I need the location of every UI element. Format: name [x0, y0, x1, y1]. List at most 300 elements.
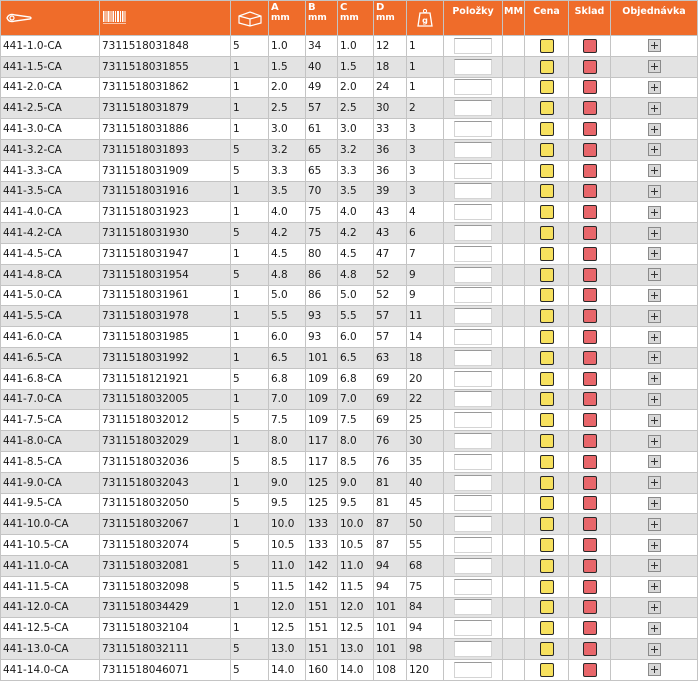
header-d: D mm: [374, 1, 407, 36]
price-cell: [525, 306, 569, 327]
wrench-icon: [5, 11, 33, 25]
quantity-input[interactable]: [454, 38, 492, 54]
weight-cell: 9: [407, 264, 444, 285]
dim-a-cell: 10.0: [269, 514, 306, 535]
dim-d-cell: 101: [374, 618, 407, 639]
price-cell: [525, 618, 569, 639]
qty-cell: [444, 264, 503, 285]
price-icon[interactable]: [540, 517, 554, 531]
stock-icon[interactable]: [583, 580, 597, 594]
stock-icon[interactable]: [583, 434, 597, 448]
add-to-cart-icon[interactable]: [648, 81, 661, 94]
quantity-input[interactable]: [454, 163, 492, 179]
price-icon[interactable]: [540, 184, 554, 198]
ean-cell: 7311518032098: [100, 576, 231, 597]
dim-d-cell: 47: [374, 243, 407, 264]
quantity-input[interactable]: [454, 454, 492, 470]
price-icon[interactable]: [540, 434, 554, 448]
table-row: [1, 285, 698, 306]
price-cell: [525, 639, 569, 660]
price-icon[interactable]: [540, 39, 554, 53]
qty-cell: [444, 160, 503, 181]
stock-icon[interactable]: [583, 39, 597, 53]
add-to-cart-icon[interactable]: [648, 580, 661, 593]
price-icon[interactable]: [540, 372, 554, 386]
quantity-input[interactable]: [454, 267, 492, 283]
order-cell: [611, 389, 698, 410]
add-to-cart-icon[interactable]: [648, 435, 661, 448]
pack-cell: 5: [231, 659, 269, 680]
price-icon[interactable]: [540, 309, 554, 323]
price-icon[interactable]: [540, 580, 554, 594]
add-to-cart-icon[interactable]: [648, 601, 661, 614]
quantity-input[interactable]: [454, 599, 492, 615]
stock-cell: [569, 389, 611, 410]
qty-cell: [444, 535, 503, 556]
qty-cell: [444, 181, 503, 202]
qty-cell: [444, 327, 503, 348]
dim-c-cell: 7.5: [338, 410, 374, 431]
dim-d-cell: 57: [374, 327, 407, 348]
price-cell: [525, 202, 569, 223]
dim-a-cell: 6.8: [269, 368, 306, 389]
dim-c-cell: 8.0: [338, 431, 374, 452]
ean-cell: 7311518032067: [100, 514, 231, 535]
stock-icon[interactable]: [583, 205, 597, 219]
price-cell: [525, 514, 569, 535]
dim-a-cell: 1.5: [269, 56, 306, 77]
stock-cell: [569, 368, 611, 389]
ean-cell: 7311518032050: [100, 493, 231, 514]
weight-cell: 1: [407, 77, 444, 98]
quantity-input[interactable]: [454, 371, 492, 387]
stock-icon[interactable]: [583, 143, 597, 157]
add-to-cart-icon[interactable]: [648, 351, 661, 364]
mm-cell: [503, 181, 525, 202]
price-icon[interactable]: [540, 268, 554, 282]
quantity-input[interactable]: [454, 183, 492, 199]
price-cell: [525, 285, 569, 306]
weight-cell: 20: [407, 368, 444, 389]
quantity-input[interactable]: [454, 121, 492, 137]
add-to-cart-icon[interactable]: [648, 143, 661, 156]
pack-cell: 5: [231, 36, 269, 57]
dim-a-cell: 14.0: [269, 659, 306, 680]
price-icon[interactable]: [540, 101, 554, 115]
price-cell: [525, 223, 569, 244]
dim-c-cell: 12.0: [338, 597, 374, 618]
price-cell: [525, 77, 569, 98]
price-icon[interactable]: [540, 351, 554, 365]
qty-cell: [444, 618, 503, 639]
qty-cell: [444, 514, 503, 535]
table-row: [1, 327, 698, 348]
price-icon[interactable]: [540, 226, 554, 240]
add-to-cart-icon[interactable]: [648, 227, 661, 240]
quantity-input[interactable]: [454, 79, 492, 95]
weight-cell: 3: [407, 160, 444, 181]
price-cell: [525, 493, 569, 514]
qty-cell: [444, 368, 503, 389]
quantity-input[interactable]: [454, 620, 492, 636]
stock-icon[interactable]: [583, 476, 597, 490]
quantity-input[interactable]: [454, 59, 492, 75]
add-to-cart-icon[interactable]: [648, 559, 661, 572]
table-row: [1, 493, 698, 514]
dim-d-cell: 94: [374, 555, 407, 576]
dim-d-cell: 76: [374, 431, 407, 452]
pack-cell: 1: [231, 389, 269, 410]
stock-icon[interactable]: [583, 351, 597, 365]
add-to-cart-icon[interactable]: [648, 39, 661, 52]
article-cell: 441-3.3-CA: [1, 160, 100, 181]
dim-a-cell: 6.0: [269, 327, 306, 348]
quantity-input[interactable]: [454, 433, 492, 449]
quantity-input[interactable]: [454, 558, 492, 574]
dim-d-cell: 43: [374, 202, 407, 223]
dim-d-cell: 76: [374, 451, 407, 472]
dim-a-cell: 13.0: [269, 639, 306, 660]
article-cell: 441-3.2-CA: [1, 139, 100, 160]
add-to-cart-icon[interactable]: [648, 414, 661, 427]
unit-label: mm: [340, 13, 359, 23]
header-article: [1, 1, 100, 36]
dim-b-cell: 142: [306, 576, 338, 597]
mm-cell: [503, 618, 525, 639]
weight-cell: 2: [407, 98, 444, 119]
mm-cell: [503, 306, 525, 327]
table-row: [1, 368, 698, 389]
dim-a-cell: 10.5: [269, 535, 306, 556]
dim-b-cell: 133: [306, 514, 338, 535]
header-mm: MM: [503, 1, 525, 36]
dim-a-cell: 7.5: [269, 410, 306, 431]
article-cell: 441-14.0-CA: [1, 659, 100, 680]
stock-cell: [569, 243, 611, 264]
stock-icon[interactable]: [583, 496, 597, 510]
mm-cell: [503, 639, 525, 660]
order-cell: [611, 285, 698, 306]
mm-cell: [503, 56, 525, 77]
dim-a-cell: 7.0: [269, 389, 306, 410]
stock-icon[interactable]: [583, 559, 597, 573]
weight-cell: 94: [407, 618, 444, 639]
dim-a-cell: 11.0: [269, 555, 306, 576]
dim-a-cell: 3.0: [269, 119, 306, 140]
quantity-input[interactable]: [454, 495, 492, 511]
mm-cell: [503, 160, 525, 181]
price-cell: [525, 119, 569, 140]
dim-d-cell: 101: [374, 597, 407, 618]
price-icon[interactable]: [540, 330, 554, 344]
mm-cell: [503, 285, 525, 306]
stock-icon[interactable]: [583, 642, 597, 656]
stock-icon[interactable]: [583, 184, 597, 198]
dim-d-cell: 101: [374, 639, 407, 660]
mm-cell: [503, 36, 525, 57]
add-to-cart-icon[interactable]: [648, 331, 661, 344]
weight-unit-label: g: [422, 16, 428, 25]
article-cell: 441-6.8-CA: [1, 368, 100, 389]
article-cell: 441-4.0-CA: [1, 202, 100, 223]
order-cell: [611, 472, 698, 493]
ean-cell: 7311518032081: [100, 555, 231, 576]
dim-c-cell: 9.0: [338, 472, 374, 493]
dim-c-cell: 5.0: [338, 285, 374, 306]
price-icon[interactable]: [540, 621, 554, 635]
price-icon[interactable]: [540, 600, 554, 614]
dim-d-cell: 30: [374, 98, 407, 119]
dim-a-cell: 1.0: [269, 36, 306, 57]
dim-c-cell: 6.5: [338, 347, 374, 368]
dim-a-cell: 4.5: [269, 243, 306, 264]
mm-cell: [503, 597, 525, 618]
mm-cell: [503, 535, 525, 556]
quantity-input[interactable]: [454, 225, 492, 241]
dim-b-cell: 160: [306, 659, 338, 680]
stock-icon[interactable]: [583, 122, 597, 136]
order-cell: [611, 202, 698, 223]
stock-icon[interactable]: [583, 600, 597, 614]
add-to-cart-icon[interactable]: [648, 539, 661, 552]
quantity-input[interactable]: [454, 350, 492, 366]
add-to-cart-icon[interactable]: [648, 310, 661, 323]
price-icon[interactable]: [540, 476, 554, 490]
price-cell: [525, 597, 569, 618]
ean-cell: 7311518046071: [100, 659, 231, 680]
add-to-cart-icon[interactable]: [648, 518, 661, 531]
header-ean: [100, 1, 231, 36]
stock-icon[interactable]: [583, 413, 597, 427]
table-row: [1, 119, 698, 140]
price-icon[interactable]: [540, 205, 554, 219]
price-icon[interactable]: [540, 642, 554, 656]
weight-cell: 3: [407, 119, 444, 140]
ean-cell: 7311518031886: [100, 119, 231, 140]
add-to-cart-icon[interactable]: [648, 164, 661, 177]
article-cell: 441-6.5-CA: [1, 347, 100, 368]
stock-cell: [569, 306, 611, 327]
weight-cell: 1: [407, 36, 444, 57]
add-to-cart-icon[interactable]: [648, 185, 661, 198]
add-to-cart-icon[interactable]: [648, 289, 661, 302]
mm-cell: [503, 410, 525, 431]
order-cell: [611, 160, 698, 181]
qty-cell: [444, 202, 503, 223]
weight-cell: 68: [407, 555, 444, 576]
add-to-cart-icon[interactable]: [648, 476, 661, 489]
price-cell: [525, 181, 569, 202]
dim-b-cell: 65: [306, 160, 338, 181]
dim-a-cell: 2.5: [269, 98, 306, 119]
ean-cell: 7311518031954: [100, 264, 231, 285]
qty-cell: [444, 493, 503, 514]
add-to-cart-icon[interactable]: [648, 643, 661, 656]
stock-icon[interactable]: [583, 164, 597, 178]
quantity-input[interactable]: [454, 329, 492, 345]
quantity-input[interactable]: [454, 579, 492, 595]
stock-icon[interactable]: [583, 226, 597, 240]
stock-icon[interactable]: [583, 538, 597, 552]
dim-a-cell: 9.5: [269, 493, 306, 514]
qty-cell: [444, 576, 503, 597]
mm-cell: [503, 493, 525, 514]
qty-cell: [444, 597, 503, 618]
dim-d-cell: 43: [374, 223, 407, 244]
weight-cell: 30: [407, 431, 444, 452]
table-row: [1, 514, 698, 535]
table-row: [1, 555, 698, 576]
stock-icon[interactable]: [583, 80, 597, 94]
add-to-cart-icon[interactable]: [648, 206, 661, 219]
qty-cell: [444, 98, 503, 119]
dim-a-cell: 4.8: [269, 264, 306, 285]
quantity-input[interactable]: [454, 287, 492, 303]
price-cell: [525, 410, 569, 431]
stock-icon[interactable]: [583, 247, 597, 261]
ean-cell: 7311518032029: [100, 431, 231, 452]
quantity-input[interactable]: [454, 246, 492, 262]
stock-cell: [569, 139, 611, 160]
header-c: C mm: [338, 1, 374, 36]
article-cell: 441-11.0-CA: [1, 555, 100, 576]
quantity-input[interactable]: [454, 100, 492, 116]
article-cell: 441-7.5-CA: [1, 410, 100, 431]
add-to-cart-icon[interactable]: [648, 497, 661, 510]
quantity-input[interactable]: [454, 391, 492, 407]
weight-cell: 22: [407, 389, 444, 410]
mm-cell: [503, 472, 525, 493]
add-to-cart-icon[interactable]: [648, 622, 661, 635]
stock-icon[interactable]: [583, 372, 597, 386]
quantity-input[interactable]: [454, 142, 492, 158]
header-qty: Položky: [444, 1, 503, 36]
stock-icon[interactable]: [583, 288, 597, 302]
qty-cell: [444, 243, 503, 264]
add-to-cart-icon[interactable]: [648, 393, 661, 406]
add-to-cart-icon[interactable]: [648, 60, 661, 73]
order-cell: [611, 223, 698, 244]
price-icon[interactable]: [540, 60, 554, 74]
price-icon[interactable]: [540, 247, 554, 261]
order-cell: [611, 56, 698, 77]
order-cell: [611, 597, 698, 618]
price-icon[interactable]: [540, 288, 554, 302]
dim-c-cell: 6.8: [338, 368, 374, 389]
price-icon[interactable]: [540, 164, 554, 178]
header-order: Objednávka: [611, 1, 698, 36]
stock-icon[interactable]: [583, 309, 597, 323]
dim-a-cell: 3.5: [269, 181, 306, 202]
price-icon[interactable]: [540, 392, 554, 406]
weight-cell: 75: [407, 576, 444, 597]
order-cell: [611, 306, 698, 327]
quantity-input[interactable]: [454, 516, 492, 532]
order-cell: [611, 535, 698, 556]
dim-c-cell: 3.2: [338, 139, 374, 160]
pack-cell: 5: [231, 264, 269, 285]
dim-b-cell: 151: [306, 639, 338, 660]
price-icon[interactable]: [540, 143, 554, 157]
weight-cell: 3: [407, 139, 444, 160]
dim-b-cell: 93: [306, 327, 338, 348]
pack-cell: 1: [231, 77, 269, 98]
quantity-input[interactable]: [454, 641, 492, 657]
dim-b-cell: 151: [306, 618, 338, 639]
ean-cell: 7311518032005: [100, 389, 231, 410]
add-to-cart-icon[interactable]: [648, 102, 661, 115]
stock-icon[interactable]: [583, 101, 597, 115]
qty-cell: [444, 139, 503, 160]
ean-cell: 7311518031909: [100, 160, 231, 181]
stock-icon[interactable]: [583, 268, 597, 282]
table-row: [1, 264, 698, 285]
mm-cell: [503, 327, 525, 348]
table-row: [1, 639, 698, 660]
dim-b-cell: 65: [306, 139, 338, 160]
price-icon[interactable]: [540, 80, 554, 94]
quantity-input[interactable]: [454, 412, 492, 428]
weight-icon: [416, 8, 434, 28]
price-icon[interactable]: [540, 122, 554, 136]
add-to-cart-icon[interactable]: [648, 123, 661, 136]
quantity-input[interactable]: [454, 475, 492, 491]
dim-d-cell: 36: [374, 160, 407, 181]
pack-cell: 5: [231, 535, 269, 556]
header-weight: [407, 1, 444, 36]
price-icon[interactable]: [540, 496, 554, 510]
quantity-input[interactable]: [454, 204, 492, 220]
add-to-cart-icon[interactable]: [648, 247, 661, 260]
dim-a-cell: 4.2: [269, 223, 306, 244]
dim-a-cell: 3.2: [269, 139, 306, 160]
price-icon[interactable]: [540, 538, 554, 552]
add-to-cart-icon[interactable]: [648, 268, 661, 281]
ean-cell: 7311518031930: [100, 223, 231, 244]
dim-a-cell: 12.0: [269, 597, 306, 618]
order-cell: [611, 119, 698, 140]
dim-b-cell: 61: [306, 119, 338, 140]
quantity-input[interactable]: [454, 308, 492, 324]
stock-icon[interactable]: [583, 392, 597, 406]
price-cell: [525, 555, 569, 576]
weight-cell: 40: [407, 472, 444, 493]
price-icon[interactable]: [540, 559, 554, 573]
stock-icon[interactable]: [583, 621, 597, 635]
order-cell: [611, 514, 698, 535]
table-row: [1, 243, 698, 264]
add-to-cart-icon[interactable]: [648, 372, 661, 385]
order-cell: [611, 639, 698, 660]
price-icon[interactable]: [540, 455, 554, 469]
qty-cell: [444, 119, 503, 140]
add-to-cart-icon[interactable]: [648, 455, 661, 468]
stock-icon[interactable]: [583, 330, 597, 344]
stock-cell: [569, 410, 611, 431]
table-row: [1, 139, 698, 160]
stock-icon[interactable]: [583, 517, 597, 531]
price-cell: [525, 243, 569, 264]
ean-cell: 7311518031985: [100, 327, 231, 348]
dim-c-cell: 4.8: [338, 264, 374, 285]
quantity-input[interactable]: [454, 537, 492, 553]
dim-d-cell: 87: [374, 514, 407, 535]
stock-icon[interactable]: [583, 455, 597, 469]
price-icon[interactable]: [540, 413, 554, 427]
pack-cell: 5: [231, 410, 269, 431]
dim-b-cell: 101: [306, 347, 338, 368]
stock-icon[interactable]: [583, 60, 597, 74]
